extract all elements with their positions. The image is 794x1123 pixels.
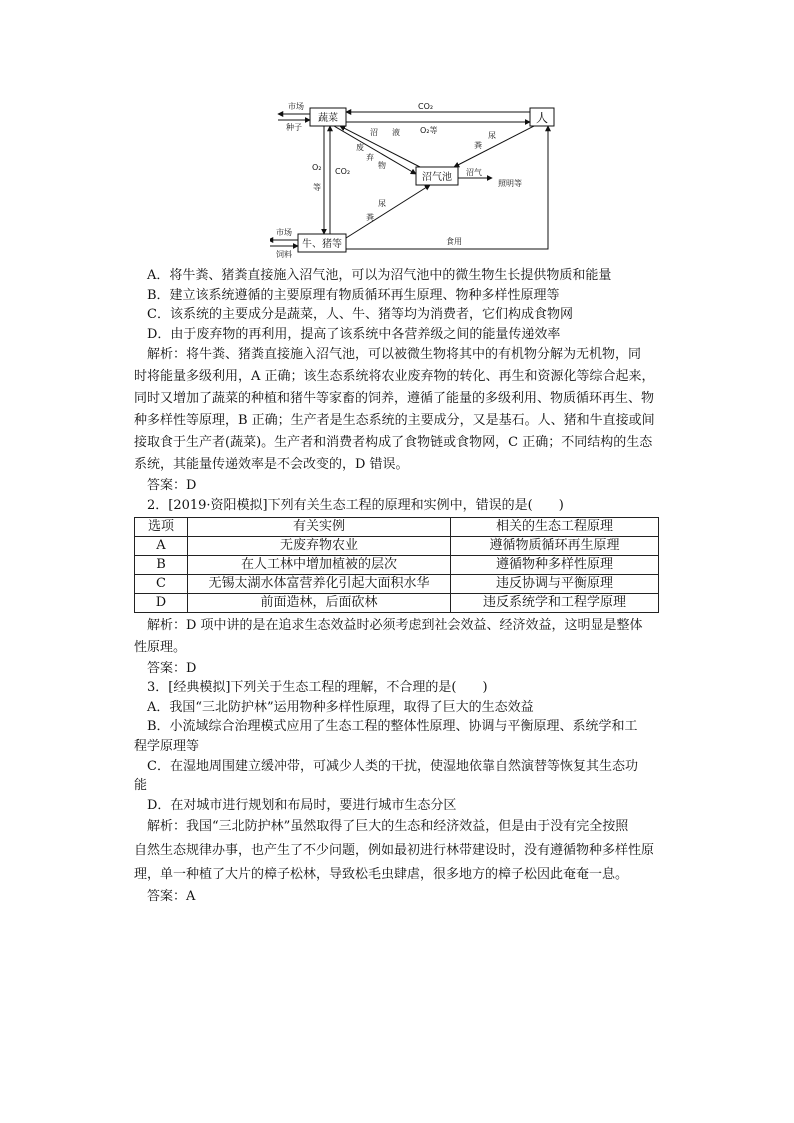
table-cell: 违反系统学和工程学原理 xyxy=(451,593,659,612)
q1-analysis-line: 种多样性等原理，B 正确；生产者是生态系统的主要成分，又是基石。人、猪和牛直接或间 xyxy=(134,413,655,429)
q3-option-d: D．在对城市进行规划和布局时，要进行城市生态分区 xyxy=(147,797,457,813)
label-co2-top: CO₂ xyxy=(418,102,434,111)
label-manure-bottom-2: 粪 xyxy=(366,213,374,222)
label-manure-right-1: 尿 xyxy=(488,131,496,140)
node-label-vegetables: 蔬菜 xyxy=(318,113,338,124)
label-manure-right-2: 粪 xyxy=(474,141,482,150)
label-biogas-liquid-1: 沼 xyxy=(370,128,378,137)
table-cell: 前面造林，后面砍林 xyxy=(188,593,451,612)
table-cell: 违反协调与平衡原理 xyxy=(451,574,659,593)
table-cell: 无废弃物农业 xyxy=(188,536,451,555)
q3-answer: 答案：A xyxy=(147,889,196,905)
q3-stem: 3．[经典模拟]下列关于生态工程的理解，不合理的是( ) xyxy=(147,680,488,696)
q1-option-d: D．由于废弃物的再利用，提高了该系统中各营养级之间的能量传递效率 xyxy=(147,326,561,342)
label-biogas-liquid-2: 液 xyxy=(392,128,400,137)
label-biogas: 沼气 xyxy=(466,168,482,177)
q1-option-c: C．该系统的主要成分是蔬菜，人、牛、猪等均为消费者，它们构成食物网 xyxy=(147,307,573,323)
label-manure-bottom-1: 尿 xyxy=(378,199,386,208)
q1-analysis-line: 时将能量多级利用，A 正确；该生态系统将农业废弃物的转化、再生和资源化等综合起来， xyxy=(134,369,655,385)
q1-analysis-line: 同时又增加了蔬菜的种植和猪牛等家畜的饲养，遵循了能量的多级利用、物质循环再生、物 xyxy=(134,391,655,407)
table-cell: C xyxy=(135,574,188,593)
q3-option-a: A．我国“三北防护林”运用物种多样性原理，取得了巨大的生态效益 xyxy=(147,699,534,715)
q2-analysis xyxy=(134,615,664,659)
q2-analysis-line: 性原理。 xyxy=(134,639,187,655)
label-o2-etc-right: O₂等 xyxy=(420,126,438,135)
q1-answer: 答案：D xyxy=(147,478,197,494)
label-market-top: 市场 xyxy=(288,102,304,111)
node-label-person: 人 xyxy=(535,111,549,125)
label-waste-3: 物 xyxy=(378,161,386,170)
q1-option-a: A．将牛粪、猪粪直接施入沼气池，可以为沼气池中的微生物生长提供物质和能量 xyxy=(147,268,612,283)
node-label-cattle-pig: 牛、猪等 xyxy=(302,239,342,250)
q1-option-b: B．建立该系统遵循的主要原理有物质循环再生原理、物种多样性原理等 xyxy=(147,287,560,303)
q2-stem: 2．[2019·资阳模拟]下列有关生态工程的原理和实例中，错误的是( ) xyxy=(147,497,564,513)
label-feed: 饲料 xyxy=(276,250,292,258)
label-seed: 种子 xyxy=(286,123,302,132)
table-header-cell: 有关实例 xyxy=(188,517,451,536)
q3-option-b-line2: 程学原理等 xyxy=(134,738,200,754)
table-row xyxy=(135,555,659,574)
q1-analysis xyxy=(134,344,664,476)
q3-option-c-line1: C．在湿地周围建立缓冲带，可减少人类的干扰，使湿地依靠自然演替等恢复其生态功 xyxy=(147,758,638,774)
label-o2-left-2: 等 xyxy=(313,183,321,192)
label-market-bottom: 市场 xyxy=(276,228,292,237)
table-row xyxy=(135,574,659,593)
q3-option-c-line2: 能 xyxy=(134,778,148,794)
q2-analysis-line: 解析：D 项中讲的是在追求生态效益时必须考虑到社会效益、经济效益，这明显是整体 xyxy=(147,617,643,633)
table-row xyxy=(135,593,659,612)
q2-table xyxy=(134,517,659,613)
label-waste-2: 弃 xyxy=(366,153,374,162)
q3-analysis xyxy=(134,815,664,887)
label-co2-left: CO₂ xyxy=(335,167,351,176)
q1-analysis-line: 系统，其能量传递效率是不会改变的，D 错误。 xyxy=(134,457,409,473)
table-cell: 在人工林中增加植被的层次 xyxy=(188,555,451,574)
table-cell: A xyxy=(135,536,188,555)
table-cell: 无锡太湖水体富营养化引起大面积水华 xyxy=(188,574,451,593)
arrow-cattle-manure-to-pool xyxy=(346,185,430,238)
table-cell: B xyxy=(135,555,188,574)
table-cell: D xyxy=(135,593,188,612)
table-cell: 遵循物质循环再生原理 xyxy=(451,536,659,555)
table-header-row xyxy=(135,517,659,536)
label-lighting-etc: 照明等 xyxy=(498,179,522,188)
q3-analysis-line: 解析：我国“三北防护林”虽然取得了巨大的生态和经济效益，但是由于没有完全按照 xyxy=(147,819,629,835)
table-header-cell: 选项 xyxy=(135,517,188,536)
q3-option-b-line1: B．小流域综合治理模式应用了生态工程的整体性原理、协调与平衡原理、系统学和工 xyxy=(147,719,638,735)
label-food: 食用 xyxy=(446,237,462,246)
q2-answer: 答案：D xyxy=(147,660,197,676)
q3-analysis-line: 自然生态规律办事，也产生了不少问题，例如最初进行林带建设时，没有遵循物种多样性原 xyxy=(134,843,655,859)
label-waste-1: 废 xyxy=(356,143,364,152)
q1-analysis-line: 解析：将牛粪、猪粪直接施入沼气池，可以被微生物将其中的有机物分解为无机物，同 xyxy=(147,347,642,363)
document-body xyxy=(134,266,664,907)
node-label-biogas-pool: 沼气池 xyxy=(422,172,452,183)
table-header-cell: 相关的生态工程原理 xyxy=(451,517,659,536)
q3-analysis-line: 理，单一种植了大片的樟子松林，导致松毛虫肆虐，很多地方的樟子松因此奄奄一息。 xyxy=(134,867,629,883)
table-cell: 遵循物种多样性原理 xyxy=(451,555,659,574)
eco-flow-diagram xyxy=(270,98,560,258)
q1-analysis-line: 接取食于生产者(蔬菜)。生产者和消费者构成了食物链或食物网，C 正确；不同结构的生态 xyxy=(134,435,653,451)
table-row xyxy=(135,536,659,555)
label-o2-left-1: O₂ xyxy=(312,163,322,172)
